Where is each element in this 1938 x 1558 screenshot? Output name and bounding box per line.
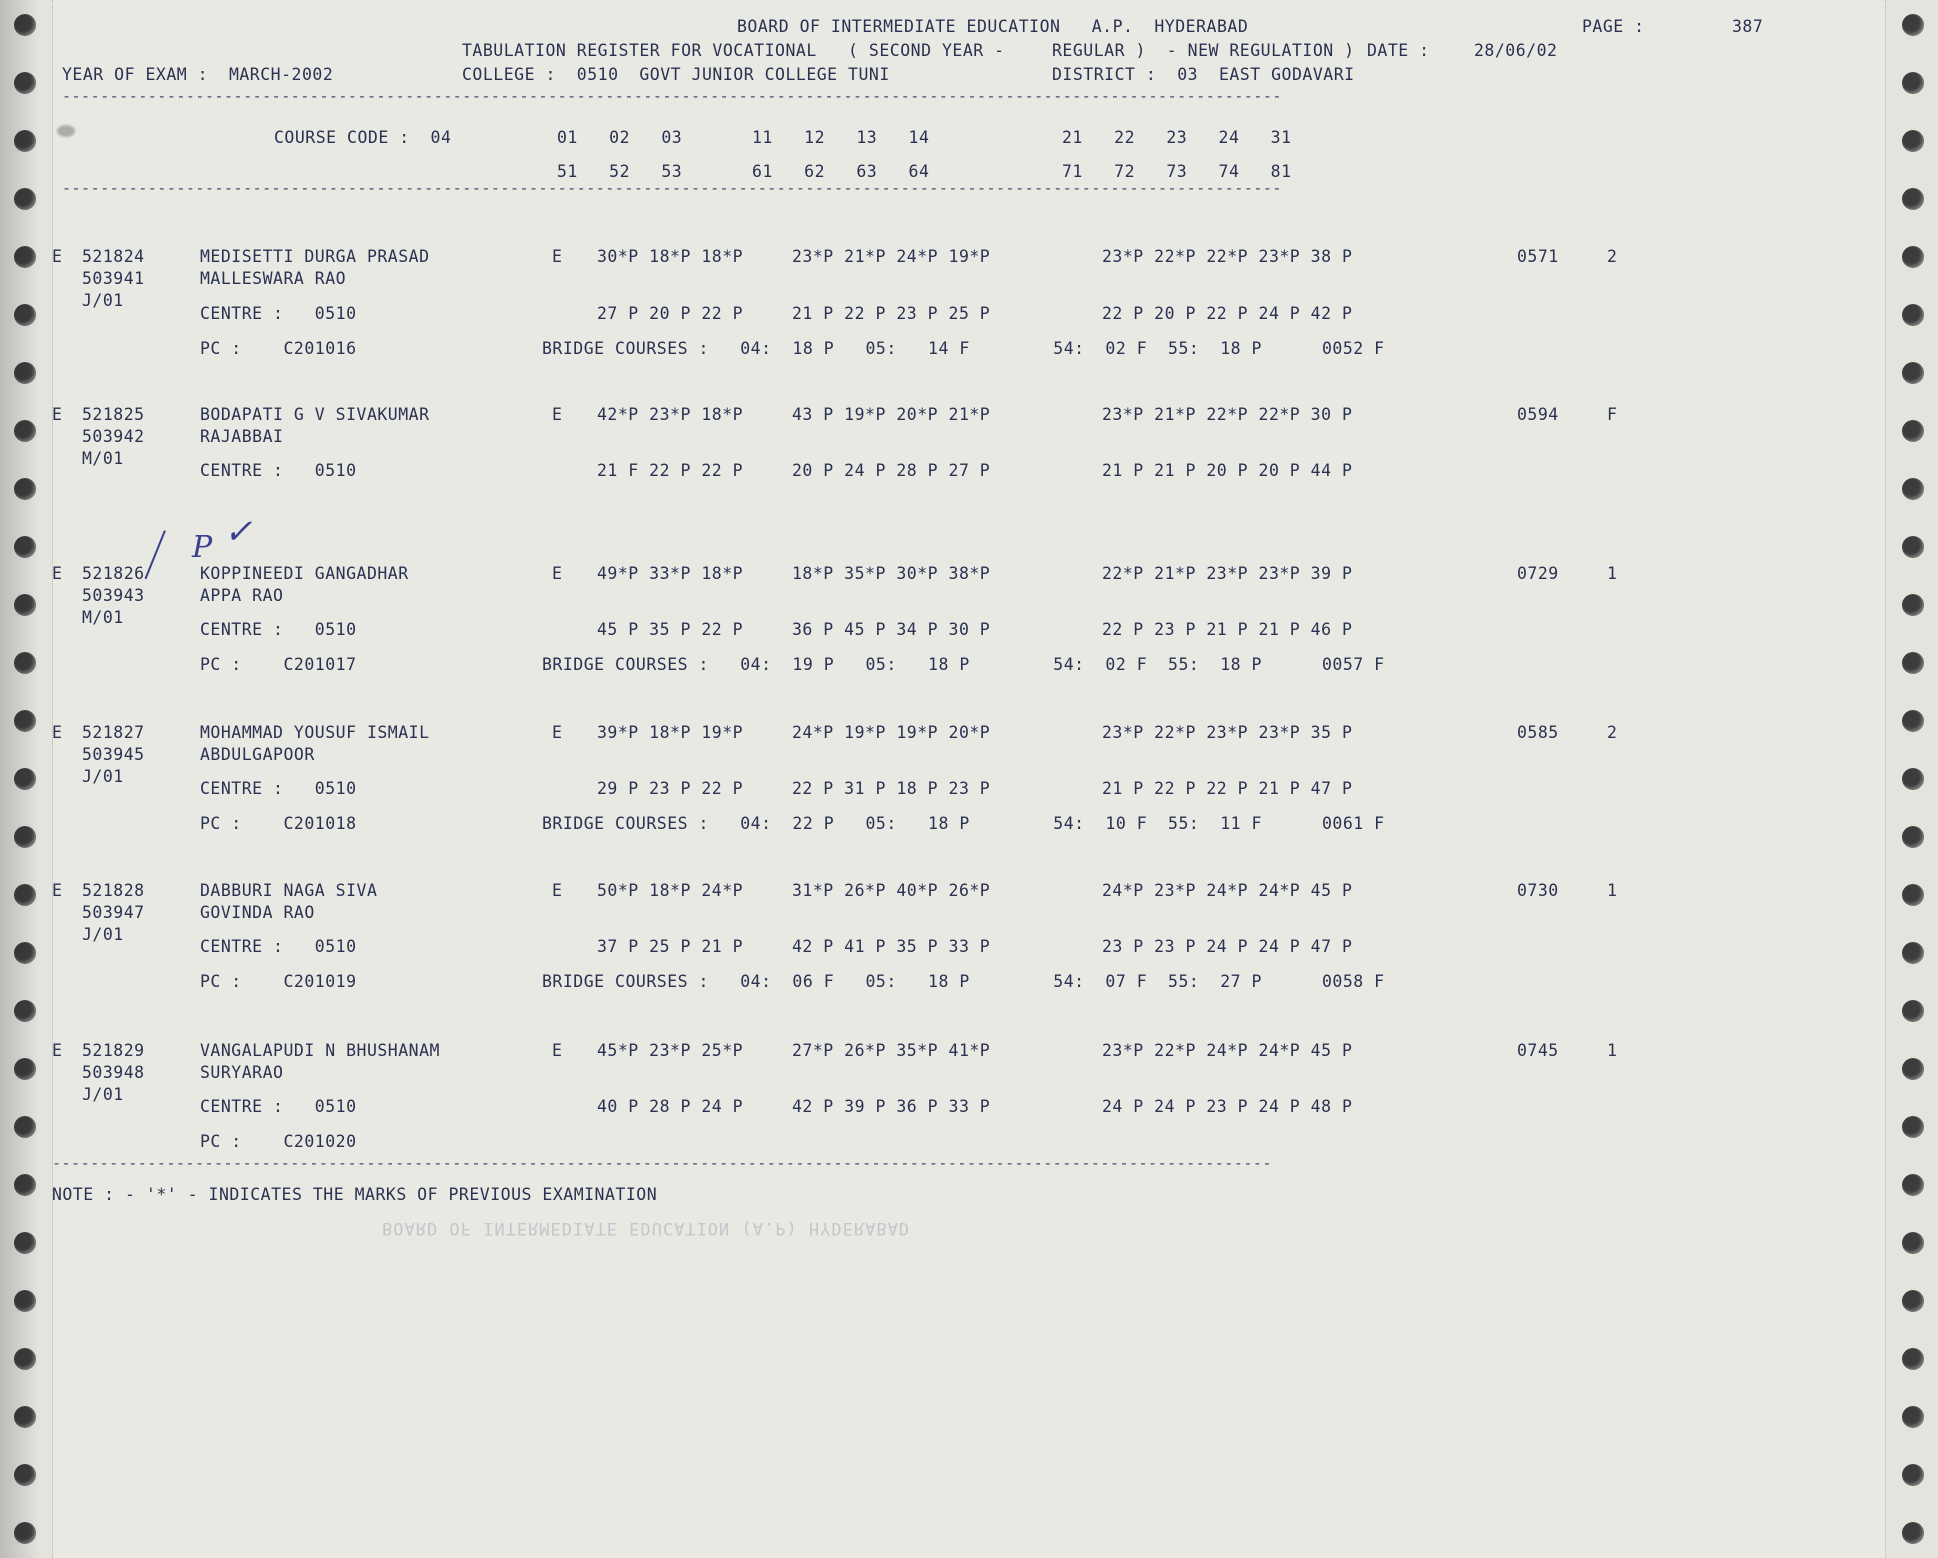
divider-course: --------------------------------------------------------------------------------------------------------------------------------	[62, 180, 1282, 196]
scan-smudge	[57, 125, 75, 137]
register-title-regulation: REGULAR ) - NEW REGULATION )	[1052, 41, 1355, 60]
student-medium-flag: E	[552, 405, 563, 424]
student-marks-group-b: 31*P 26*P 40*P 26*P	[792, 881, 991, 900]
student-medium-flag: E	[552, 723, 563, 742]
student-marks-group-a: 45*P 23*P 25*P	[597, 1041, 744, 1060]
student-marks2-group-a: 37 P 25 P 21 P	[597, 937, 744, 956]
student-bridge-total: 0061 F	[1322, 814, 1385, 833]
student-sex-code: J/01	[82, 925, 124, 944]
student-roll-no: 503948	[82, 1063, 145, 1082]
student-bridge-total: 0058 F	[1322, 972, 1385, 991]
college-info: COLLEGE : 0510 GOVT JUNIOR COLLEGE TUNI	[462, 65, 890, 84]
board-title: BOARD OF INTERMEDIATE EDUCATION A.P. HYDERABAD	[737, 17, 1249, 36]
student-marks2-group-c: 23 P 23 P 24 P 24 P 47 P	[1102, 937, 1353, 956]
student-marks-group-c: 23*P 21*P 22*P 22*P 30 P	[1102, 405, 1353, 424]
student-pc: PC : C201017	[200, 655, 357, 674]
course-codes-group-c-row2: 71 72 73 74 81	[1062, 162, 1292, 181]
page-number: 387	[1732, 17, 1764, 36]
student-name: DABBURI NAGA SIVA	[200, 881, 378, 900]
footer-note: NOTE : - '*' - INDICATES THE MARKS OF PREVIOUS EXAMINATION	[52, 1185, 658, 1204]
student-centre: CENTRE : 0510	[200, 461, 357, 480]
student-result: 1	[1607, 1041, 1618, 1060]
student-total: 0745	[1517, 1041, 1559, 1060]
student-result: 2	[1607, 247, 1618, 266]
student-reg-prefix: E	[52, 405, 63, 424]
student-sex-code: J/01	[82, 767, 124, 786]
student-roll-no: 503941	[82, 269, 145, 288]
student-roll-no: 503942	[82, 427, 145, 446]
year-of-exam: YEAR OF EXAM : MARCH-2002	[62, 65, 334, 84]
student-father-name: GOVINDA RAO	[200, 903, 315, 922]
student-reg-no: 521827	[82, 723, 145, 742]
student-marks-group-c: 22*P 21*P 23*P 23*P 39 P	[1102, 564, 1353, 583]
student-reg-no: 521829	[82, 1041, 145, 1060]
student-pc: PC : C201020	[200, 1132, 357, 1151]
student-reg-prefix: E	[52, 1041, 63, 1060]
course-codes-group-a-row2: 51 52 53	[557, 162, 683, 181]
student-centre: CENTRE : 0510	[200, 1097, 357, 1116]
student-reg-no: 521825	[82, 405, 145, 424]
student-father-name: ABDULGAPOOR	[200, 745, 315, 764]
student-result: 2	[1607, 723, 1618, 742]
student-marks2-group-a: 21 F 22 P 22 P	[597, 461, 744, 480]
student-bridge-courses: BRIDGE COURSES : 04: 22 P 05: 18 P 54: 10 F 55: 11 F	[542, 814, 1262, 833]
student-marks2-group-a: 27 P 20 P 22 P	[597, 304, 744, 323]
student-total: 0594	[1517, 405, 1559, 424]
student-marks-group-c: 24*P 23*P 24*P 24*P 45 P	[1102, 881, 1353, 900]
student-roll-no: 503943	[82, 586, 145, 605]
student-pc: PC : C201016	[200, 339, 357, 358]
pen-annotation-letter: P	[192, 530, 213, 565]
student-marks-group-c: 23*P 22*P 24*P 24*P 45 P	[1102, 1041, 1353, 1060]
student-medium-flag: E	[552, 1041, 563, 1060]
student-centre: CENTRE : 0510	[200, 779, 357, 798]
student-name: VANGALAPUDI N BHUSHANAM	[200, 1041, 440, 1060]
student-marks2-group-b: 42 P 39 P 36 P 33 P	[792, 1097, 991, 1116]
date-value: 28/06/02	[1474, 41, 1558, 60]
student-reg-prefix: E	[52, 247, 63, 266]
date-label: DATE :	[1367, 41, 1430, 60]
course-codes-group-b-row2: 61 62 63 64	[752, 162, 930, 181]
student-medium-flag: E	[552, 564, 563, 583]
tractor-feed-strip-left	[0, 0, 53, 1558]
student-sex-code: M/01	[82, 449, 124, 468]
student-marks-group-a: 30*P 18*P 18*P	[597, 247, 744, 266]
student-marks2-group-c: 21 P 22 P 22 P 21 P 47 P	[1102, 779, 1353, 798]
student-sex-code: J/01	[82, 291, 124, 310]
divider-bottom: --------------------------------------------------------------------------------------------------------------------------------	[52, 1155, 1272, 1171]
student-reg-no: 521824	[82, 247, 145, 266]
student-centre: CENTRE : 0510	[200, 304, 357, 323]
student-reg-prefix: E	[52, 564, 63, 583]
student-marks2-group-b: 36 P 45 P 34 P 30 P	[792, 620, 991, 639]
student-total: 0571	[1517, 247, 1559, 266]
student-bridge-courses: BRIDGE COURSES : 04: 06 F 05: 18 P 54: 07 F 55: 27 P	[542, 972, 1262, 991]
student-marks-group-b: 24*P 19*P 19*P 20*P	[792, 723, 991, 742]
student-total: 0730	[1517, 881, 1559, 900]
student-marks2-group-c: 22 P 20 P 22 P 24 P 42 P	[1102, 304, 1353, 323]
student-reg-prefix: E	[52, 723, 63, 742]
student-result: 1	[1607, 564, 1618, 583]
student-name: MEDISETTI DURGA PRASAD	[200, 247, 430, 266]
student-marks-group-a: 49*P 33*P 18*P	[597, 564, 744, 583]
divider-top: --------------------------------------------------------------------------------------------------------------------------------	[62, 88, 1282, 104]
student-total: 0585	[1517, 723, 1559, 742]
student-result: 1	[1607, 881, 1618, 900]
student-pc: PC : C201018	[200, 814, 357, 833]
student-name: BODAPATI G V SIVAKUMAR	[200, 405, 430, 424]
printout-body	[52, 0, 1886, 1558]
student-marks-group-b: 27*P 26*P 35*P 41*P	[792, 1041, 991, 1060]
student-marks2-group-b: 42 P 41 P 35 P 33 P	[792, 937, 991, 956]
register-title: TABULATION REGISTER FOR VOCATIONAL ( SECOND YEAR -	[462, 41, 1005, 60]
student-father-name: APPA RAO	[200, 586, 284, 605]
student-sex-code: J/01	[82, 1085, 124, 1104]
student-marks-group-a: 42*P 23*P 18*P	[597, 405, 744, 424]
student-centre: CENTRE : 0510	[200, 937, 357, 956]
student-centre: CENTRE : 0510	[200, 620, 357, 639]
student-marks-group-a: 39*P 18*P 19*P	[597, 723, 744, 742]
bleed-through-text: BOARD OF INTERMEDIATE EDUCATION (A.P) HYDERABAD	[382, 1218, 911, 1238]
student-marks-group-b: 23*P 21*P 24*P 19*P	[792, 247, 991, 266]
student-marks2-group-b: 22 P 31 P 18 P 23 P	[792, 779, 991, 798]
student-marks2-group-b: 20 P 24 P 28 P 27 P	[792, 461, 991, 480]
student-father-name: MALLESWARA RAO	[200, 269, 347, 288]
course-codes-group-c-row1: 21 22 23 24 31	[1062, 128, 1292, 147]
student-marks2-group-a: 40 P 28 P 24 P	[597, 1097, 744, 1116]
tractor-feed-strip-right	[1885, 0, 1938, 1558]
student-bridge-courses: BRIDGE COURSES : 04: 18 P 05: 14 F 54: 02 F 55: 18 P	[542, 339, 1262, 358]
course-code-label: COURSE CODE : 04	[274, 128, 452, 147]
student-marks-group-c: 23*P 22*P 23*P 23*P 35 P	[1102, 723, 1353, 742]
student-reg-no: 521828	[82, 881, 145, 900]
student-marks2-group-c: 22 P 23 P 21 P 21 P 46 P	[1102, 620, 1353, 639]
student-roll-no: 503945	[82, 745, 145, 764]
student-marks2-group-b: 21 P 22 P 23 P 25 P	[792, 304, 991, 323]
student-sex-code: M/01	[82, 608, 124, 627]
student-father-name: SURYARAO	[200, 1063, 284, 1082]
student-marks2-group-a: 29 P 23 P 22 P	[597, 779, 744, 798]
student-bridge-courses: BRIDGE COURSES : 04: 19 P 05: 18 P 54: 02 F 55: 18 P	[542, 655, 1262, 674]
student-father-name: RAJABBAI	[200, 427, 284, 446]
district-info: DISTRICT : 03 EAST GODAVARI	[1052, 65, 1355, 84]
student-roll-no: 503947	[82, 903, 145, 922]
student-pc: PC : C201019	[200, 972, 357, 991]
student-result: F	[1607, 405, 1618, 424]
course-codes-group-a-row1: 01 02 03	[557, 128, 683, 147]
student-marks-group-c: 23*P 22*P 22*P 23*P 38 P	[1102, 247, 1353, 266]
pen-annotation-checkmark: ✓	[224, 512, 253, 552]
page-label: PAGE :	[1582, 17, 1645, 36]
student-name: KOPPINEEDI GANGADHAR	[200, 564, 409, 583]
student-name: MOHAMMAD YOUSUF ISMAIL	[200, 723, 430, 742]
student-marks-group-b: 18*P 35*P 30*P 38*P	[792, 564, 991, 583]
student-marks-group-b: 43 P 19*P 20*P 21*P	[792, 405, 991, 424]
student-marks2-group-a: 45 P 35 P 22 P	[597, 620, 744, 639]
student-reg-prefix: E	[52, 881, 63, 900]
student-marks2-group-c: 21 P 21 P 20 P 20 P 44 P	[1102, 461, 1353, 480]
student-marks2-group-c: 24 P 24 P 23 P 24 P 48 P	[1102, 1097, 1353, 1116]
student-total: 0729	[1517, 564, 1559, 583]
student-reg-no: 521826	[82, 564, 145, 583]
student-medium-flag: E	[552, 881, 563, 900]
student-bridge-total: 0057 F	[1322, 655, 1385, 674]
course-codes-group-b-row1: 11 12 13 14	[752, 128, 930, 147]
student-marks-group-a: 50*P 18*P 24*P	[597, 881, 744, 900]
student-medium-flag: E	[552, 247, 563, 266]
student-bridge-total: 0052 F	[1322, 339, 1385, 358]
